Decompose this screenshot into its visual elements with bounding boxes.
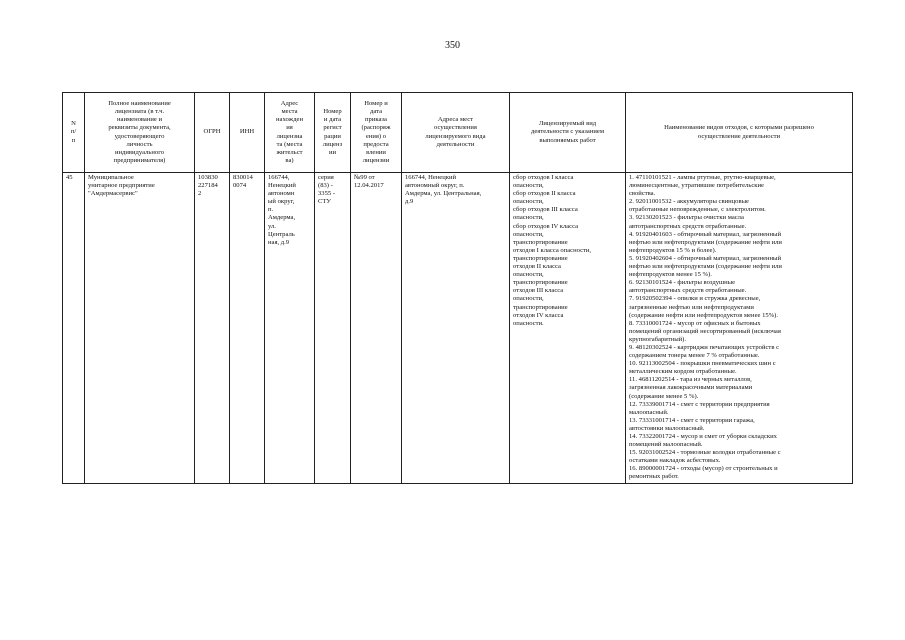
cell-ogrn: 103830 227184 2	[195, 173, 230, 484]
header-licensee-name: Полное наименование лицензиата (в т.ч. наименование и реквизиты документа, удостоверяющего личность индивидуального предпринимателя)	[85, 93, 195, 173]
waste-item: 5. 91920402604 - обтирочный материал, загрязненный нефтью или нефтепродуктами (содержание нефти или нефтепродуктов менее 15 %).	[629, 254, 782, 279]
waste-item: 6. 92130101524 - фильтры воздушные автотранспортных средств отработанные.	[629, 279, 747, 295]
page-number: 350	[445, 40, 460, 51]
header-activity: Лицензируемый вид деятельности с указанием выполняемых работ	[510, 93, 626, 173]
waste-item: 8. 73310001724 - мусор от офисных и бытовых помещений организаций несортированный (исключая крупногабаритный).	[629, 319, 781, 343]
cell-order: №99 от 12.04.2017	[351, 173, 402, 484]
cell-registration: серия (83) - 3355 - СТУ	[315, 173, 351, 484]
waste-item: 14. 73322001724 - мусор и смет от уборки складских помещений малоопасный.	[629, 433, 777, 449]
header-registration: Номер и дата регист рации лиценз ии	[315, 93, 351, 173]
waste-item: 15. 92031002524 - тормозные колодки отработанные с остатками накладок асбестовых.	[629, 449, 781, 465]
waste-item: 1. 47110101521 - лампы ртутные, ртутно-кварцевые, люминесцентные, утратившие потребительские свойства.	[629, 174, 776, 198]
header-order: Номер и дата приказа (распоряж ения) о предоста влении лицензии	[351, 93, 402, 173]
cell-activity: сбор отходов I класса опасности, сбор отходов II класса опасности, сбор отходов III класса опасности, сбор отходов IV класса опасности, транспортирование отходов I класса опасности, транспортирование отходов II класса опасности, транспортирование отходов III класса опасности, транспортирование отходов IV класса опасности.	[510, 173, 626, 484]
waste-item: 11. 46811202514 - тара из черных металлов, загрязненная лакокрасочными материалами (содержание менее 5 %).	[629, 376, 753, 400]
header-num: N п/ п	[63, 93, 85, 173]
license-registry-table	[62, 92, 853, 484]
waste-item: 13. 73331001714 - смет с территории гаража, автостоянки малоопасный.	[629, 416, 755, 432]
cell-waste-types	[626, 173, 853, 484]
table-header-row	[63, 93, 853, 173]
cell-num: 45	[63, 173, 85, 484]
table-row	[63, 173, 853, 484]
waste-item: 2. 92011001532 - аккумуляторы свинцовые отработанные неповрежденные, с электролитом.	[629, 198, 766, 214]
cell-licensee-address: 166744, Ненецкий автономн ый округ, п. Амдерма, ул. Централь ная, д.9	[265, 173, 315, 484]
waste-item: 9. 48120302524 - картриджи печатающих устройств с содержанием тонера менее 7 % отработанные.	[629, 343, 780, 360]
waste-item: 7. 91920502394 - опилки и стружка древесные, загрязненные нефтью или нефтепродуктами (содержание нефти или нефтепродуктов менее 15%).	[629, 295, 779, 319]
cell-activity-address: 166744, Ненецкий автономный округ, п. Амдерма, ул. Центральная, д.9	[402, 173, 510, 484]
header-ogrn: ОГРН	[195, 93, 230, 173]
waste-item: 10. 92113002504 - покрышки пневматических шин с металлическим кордом отработанные.	[629, 360, 776, 376]
header-activity-address: Адреса мест осуществления лицензируемого вида деятельности	[402, 93, 510, 173]
cell-licensee-name: Муниципальное унитарное предприятие "Амдермасервис"	[85, 173, 195, 484]
cell-inn: 830014 0074	[230, 173, 265, 484]
waste-item: 16. 89000001724 - отходы (мусор) от строительных и ремонтных работ.	[629, 465, 778, 481]
header-waste-types: Наименование видов отходов, с которыми разрешено осуществление деятельности	[626, 93, 853, 173]
waste-item: 4. 91920401603 - обтирочный материал, загрязненный нефтью или нефтепродуктами (содержание нефти или нефтепродуктов 15 % и более).	[629, 230, 782, 254]
waste-item: 3. 92130201523 - фильтры очистки масла автотранспортных средств отработанные.	[629, 214, 747, 230]
header-inn: ИНН	[230, 93, 265, 173]
header-licensee-address: Адрес места нахожден ия лицензиа та (места жительст ва)	[265, 93, 315, 173]
waste-item: 12. 73339001714 - смет с территории предприятия малоопасный.	[629, 400, 770, 416]
